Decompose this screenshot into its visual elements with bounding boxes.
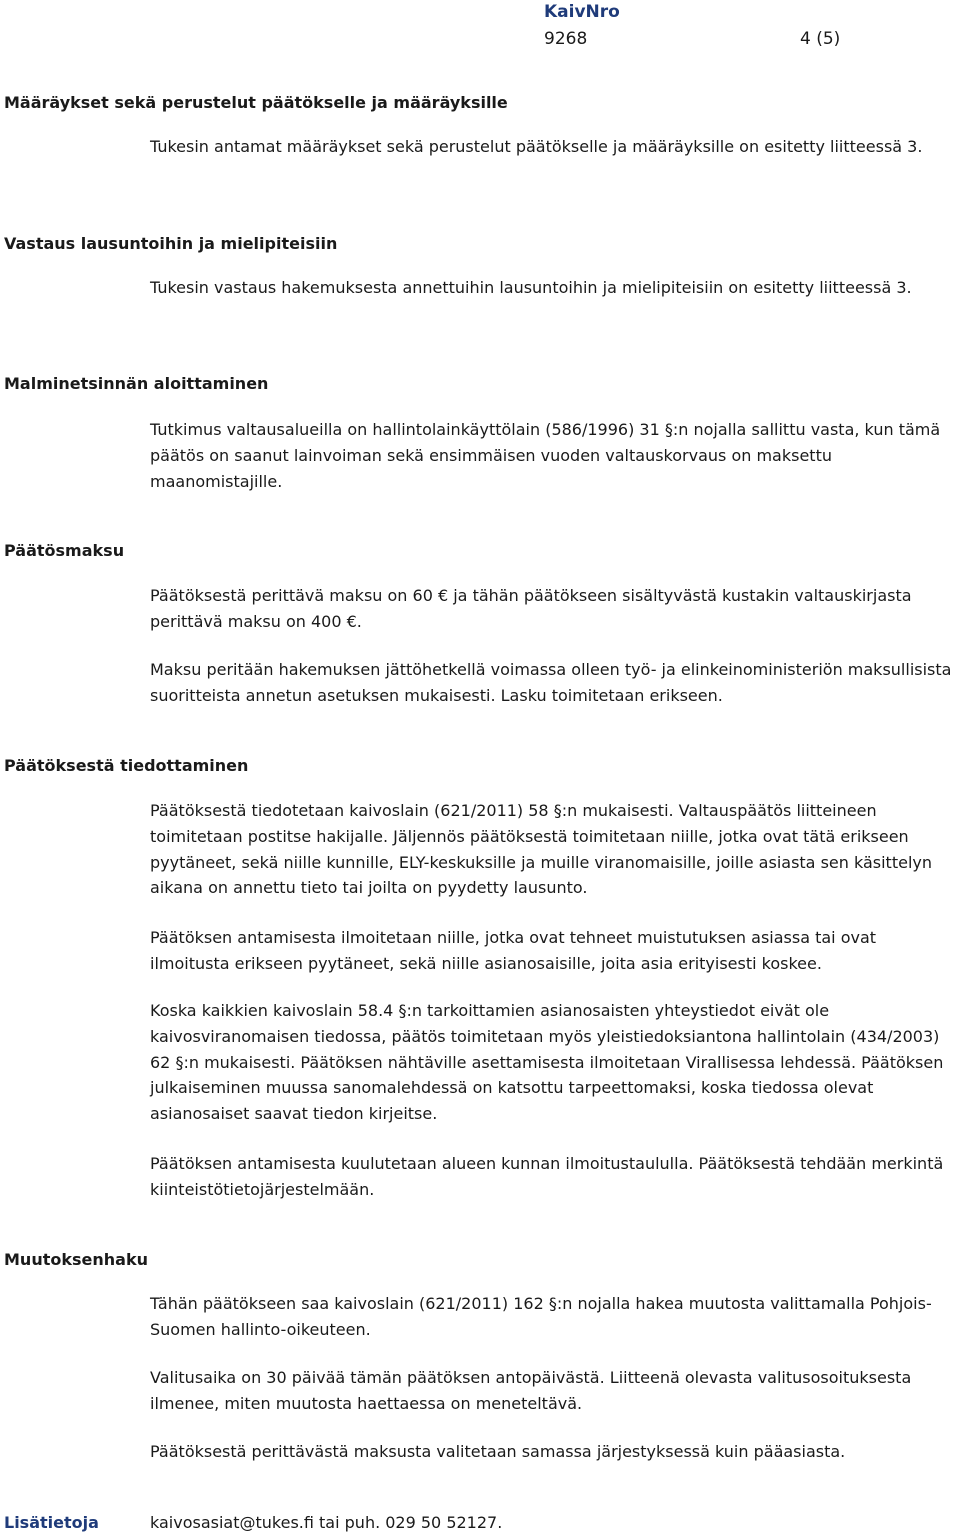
section-heading-paatosmaksu: Päätösmaksu: [4, 541, 125, 560]
section-heading-maaraykset: Määräykset sekä perustelut päätökselle ja määräyksille: [4, 93, 508, 112]
section-paragraph: Valitusaika on 30 päivää tämän päätöksen antopäivästä. Liitteenä olevasta valitusosoituksesta ilmenee, miten muutosta haettaessa on meneteltävä.: [150, 1368, 912, 1413]
section-paragraph: Maksu peritään hakemuksen jättöhetkellä voimassa olleen työ- ja elinkeinoministeriön maksullisista suoritteista annetun asetuksen mukaisesti. Lasku toimitetaan erikseen.: [150, 660, 952, 705]
section-paragraph: Päätöksestä perittävästä maksusta valitetaan samassa järjestyksessä kuin pääasiasta.: [150, 1442, 846, 1461]
section-paragraph: Koska kaikkien kaivoslain 58.4 §:n tarkoittamien asianosaisten yhteystiedot eivät ole kaivosviranomaisen tiedossa, päätös toimitetaan myös yleistiedoksiantona hallintolain (434/2003) 62 §:n mukaisesti. Päätöksen nähtäville asettamisesta ilmoitetaan Virallisessa lehdessä. Päätöksen julkaiseminen muussa sanomalehdessä on katsottu tarpeettomaksi, koska tiedossa olevat asianosaiset saavat tiedon kirjeitse.: [150, 1001, 944, 1124]
section-paragraph: Päätöksestä tiedotetaan kaivoslain (621/2011) 58 §:n mukaisesti. Valtauspäätös liitteineen toimitetaan postitse hakijalle. Jäljennös päätöksestä toimitetaan niille, jotka ovat tätä erikseen pyytäneet, sekä niille kunnille, ELY-keskuksille ja muille viranomaisille, joille asiasta sen käsittelyn aikana on annettu tieto tai joilta on pyydetty lausunto.: [150, 801, 932, 898]
section-paragraph: Tutkimus valtausalueilla on hallintolainkäyttölain (586/1996) 31 §:n nojalla sallittu vasta, kun tämä päätös on saanut lainvoiman sekä ensimmäisen vuoden valtauskorvaus on maksettu maanomistajille.: [150, 420, 941, 491]
section-paragraph: Tukesin vastaus hakemuksesta annettuihin lausuntoihin ja mielipiteisiin on esitetty liitteessä 3.: [150, 278, 912, 297]
page-number: 4 (5): [800, 29, 841, 49]
section-paragraph: Tähän päätökseen saa kaivoslain (621/2011) 162 §:n nojalla hakea muutosta valittamalla Pohjois-Suomen hallinto-oikeuteen.: [150, 1294, 932, 1339]
footer-contact: kaivosasiat@tukes.fi tai puh. 029 50 52127.: [150, 1513, 503, 1532]
section-paragraph: Päätöksen antamisesta kuulutetaan alueen kunnan ilmoitustaululla. Päätöksestä tehdään merkintä kiinteistötietojärjestelmään.: [150, 1154, 944, 1199]
section-heading-tiedottaminen: Päätöksestä tiedottaminen: [4, 756, 249, 775]
document-type-label: KaivNro: [544, 2, 620, 22]
document-number: 9268: [544, 29, 588, 49]
section-paragraph: Tukesin antamat määräykset sekä perustelut päätökselle ja määräyksille on esitetty liitteessä 3.: [150, 137, 923, 156]
section-paragraph: Päätöksestä perittävä maksu on 60 € ja tähän päätökseen sisältyvästä kustakin valtauskirjasta perittävä maksu on 400 €.: [150, 586, 912, 631]
section-heading-vastaus: Vastaus lausuntoihin ja mielipiteisiin: [4, 234, 338, 253]
section-heading-malminetsinta: Malminetsinnän aloittaminen: [4, 374, 269, 393]
section-heading-muutoksenhaku: Muutoksenhaku: [4, 1250, 148, 1269]
footer-label: Lisätietoja: [4, 1513, 99, 1532]
section-paragraph: Päätöksen antamisesta ilmoitetaan niille, jotka ovat tehneet muistutuksen asiassa tai ovat ilmoitusta erikseen pyytäneet, sekä niille asianosaisille, joita asia erityisesti koskee.: [150, 928, 877, 973]
